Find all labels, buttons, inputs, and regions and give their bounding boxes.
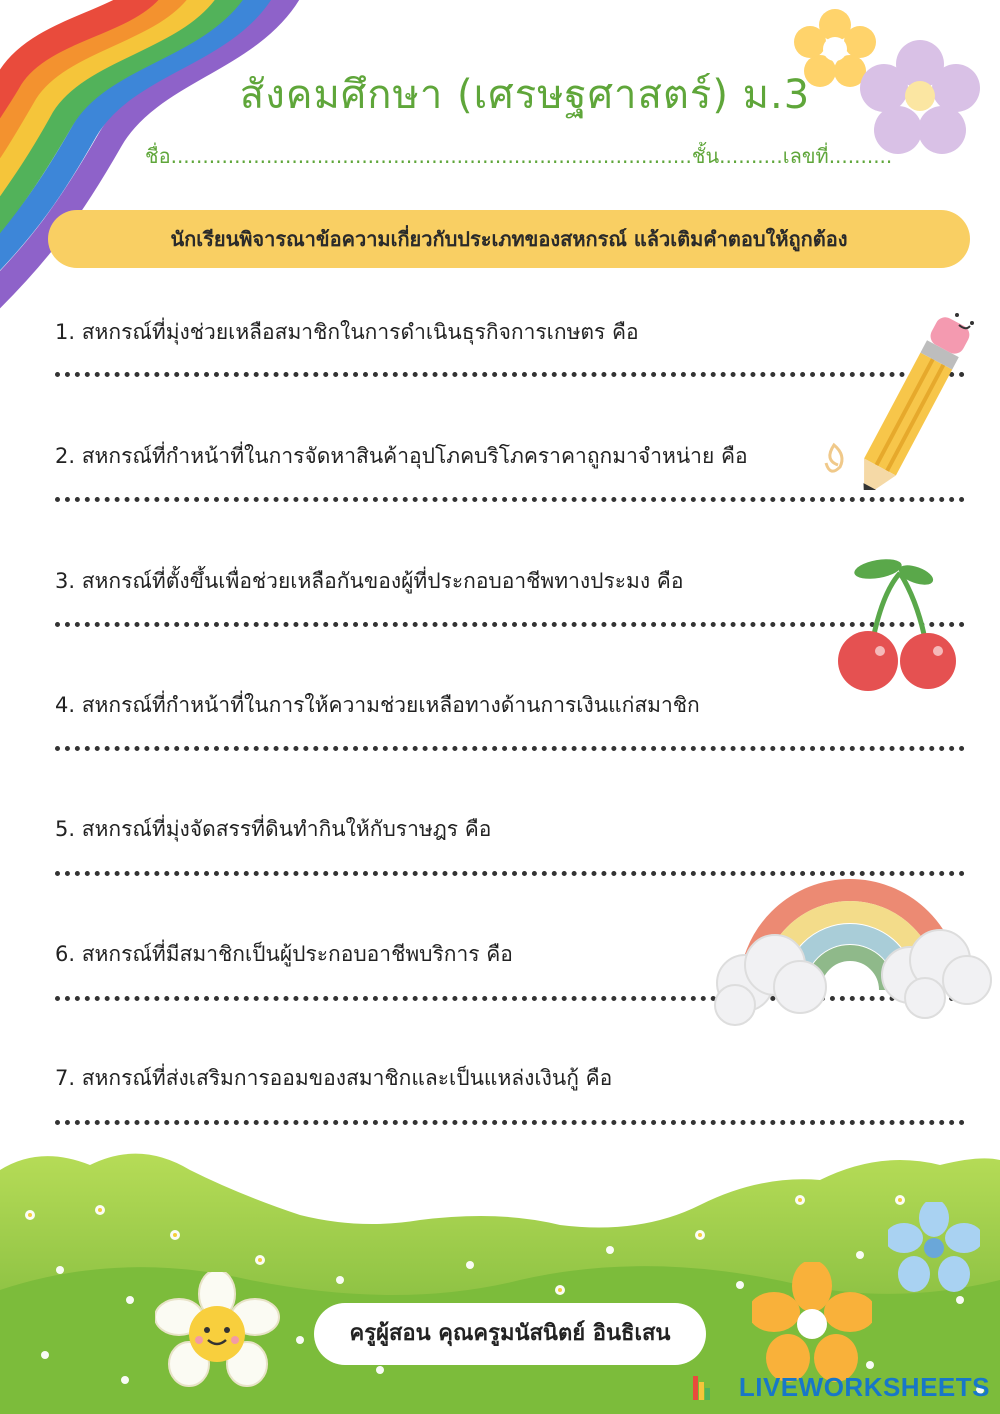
pencil-icon	[820, 295, 990, 490]
question-5: 5. สหกรณ์ที่มุ่งจัดสรรที่ดินทำกินให้กับราษฎร คือ	[55, 817, 492, 841]
question-7: 7. สหกรณ์ที่ส่งเสริมการออมของสมาชิกและเป็นแหล่งเงินกู้ คือ	[55, 1066, 613, 1090]
answer-line-3[interactable]	[55, 622, 965, 627]
name-field[interactable]: ..................................................................................	[170, 144, 692, 168]
brand-wordmark[interactable]: LIVEWORKSHEETS	[738, 1372, 990, 1402]
rainbow-cloud	[705, 815, 995, 1030]
smiling-daisy	[155, 1272, 280, 1397]
blue-flower	[888, 1202, 980, 1294]
answer-line-2[interactable]	[55, 497, 965, 502]
number-field[interactable]: ..........	[828, 144, 893, 168]
question-1: 1. สหกรณ์ที่มุ่งช่วยเหลือสมาชิกในการดำเนินธุรกิจการเกษตร คือ	[55, 320, 639, 344]
question-2: 2. สหกรณ์ที่กำหน้าที่ในการจัดหาสินค้าอุปโภคบริโภคราคาถูกมาจำหน่าย คือ	[55, 444, 748, 468]
question-3: 3. สหกรณ์ที่ตั้งขึ้นเพื่อช่วยเหลือกันของผู้ที่ประกอบอาชีพทางประมง คือ	[55, 569, 684, 593]
page-title: สังคมศึกษา (เศรษฐศาสตร์) ม.3	[239, 72, 811, 118]
student-info-line	[145, 140, 905, 172]
number-label: เลขที่	[782, 144, 829, 168]
class-field[interactable]: ..........	[719, 144, 783, 168]
question-6: 6. สหกรณ์ที่มีสมาชิกเป็นผู้ประกอบอาชีพบริการ คือ	[55, 942, 513, 966]
teacher-name: ครูผู้สอน คุณครูมนัสนิตย์ อินธิเสน	[349, 1321, 671, 1346]
class-label: ชั้น	[691, 144, 720, 168]
question-4: 4. สหกรณ์ที่กำหน้าที่ในการให้ความช่วยเหลือทางด้านการเงินแก่สมาชิก	[55, 693, 700, 717]
instruction-text: นักเรียนพิจารณาข้อความเกี่ยวกับประเภทของสหกรณ์ แล้วเติมคำตอบให้ถูกต้อง	[170, 227, 848, 251]
cherry-icon	[830, 555, 965, 695]
name-label: ชื่อ	[145, 144, 171, 168]
answer-line-7[interactable]	[55, 1120, 965, 1125]
answer-line-4[interactable]	[55, 746, 965, 751]
orange-flower	[752, 1262, 872, 1384]
